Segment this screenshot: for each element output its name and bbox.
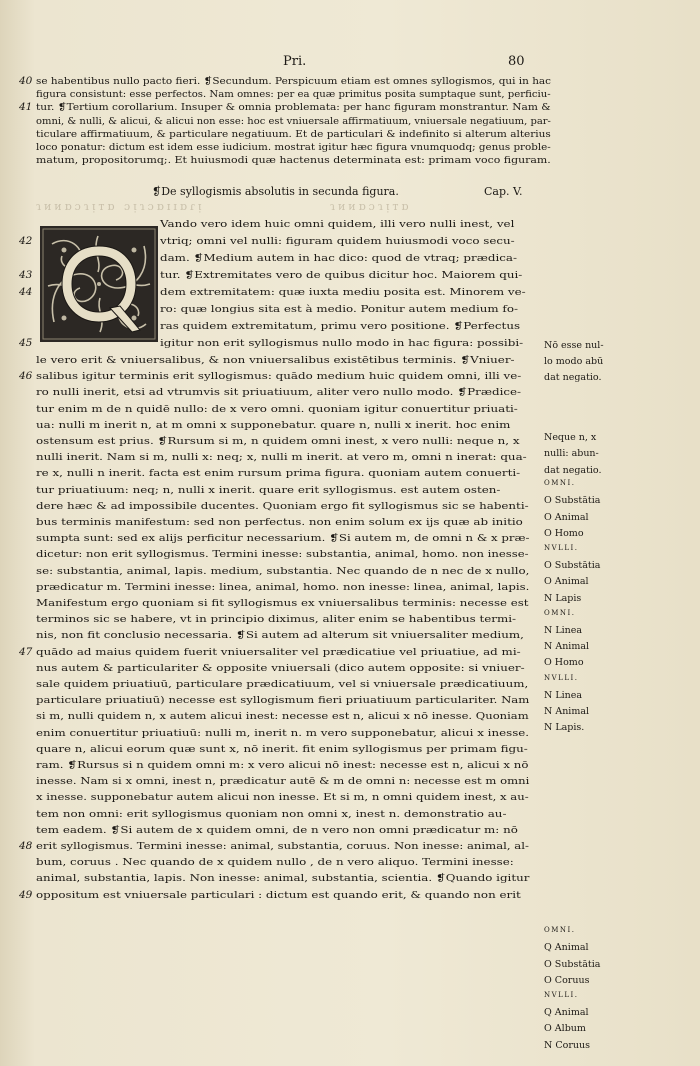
margin-note: N Linea	[544, 624, 583, 636]
margin-note: N Lapis	[544, 592, 582, 604]
margin-note: N Linea	[544, 689, 583, 701]
text-line: erit syllogismus. Termini inesse: animal, substantia, coruus. Non inesse: animal, al-	[36, 841, 529, 852]
text-line: ostensum est prius. ❡Rursum si m, n quidem omni inest, x vero nulli: neque n, x	[36, 436, 520, 447]
text-line: sumpta sunt: sed ex alijs perficitur necessarium. ❡Si autem m, de omni n & x præ-	[36, 533, 530, 545]
text-line: ro: quæ longius sita est à medio. Ponitur autem medium fo-	[160, 304, 518, 315]
text-line: nus autem & particulariter & opposite vniuersali (dico autem opposite: si vniuer-	[36, 662, 525, 674]
margin-note: lo modo abū	[544, 356, 604, 367]
text-line: Vando vero idem huic omni quidem, illi vero nulli inest, vel	[160, 219, 515, 230]
margin-note: dat negatio.	[544, 372, 602, 384]
margin-note: Q Animal	[544, 942, 589, 954]
text-line: tur. ❡Tertium corollarium. Insuper & omnia problemata: per hanc figuram monstrantur. Nam &	[36, 102, 551, 114]
text-line: nis, non fit conclusio necessaria. ❡Si autem ad alterum sit vniuersaliter medium,	[36, 630, 524, 642]
bleed-through-text: ɿᴎᴎɒɔɿᴉᴛɒ ɔᴉɿɔɒɪɪɒɾᴉ	[36, 200, 205, 213]
text-line: dicetur: non erit syllogismus. Termini inesse: substantia, animal, homo. non inesse-	[36, 549, 529, 561]
margin-note: Nō esse nul-	[544, 339, 604, 351]
text-line: particulare priuatiuū) necesse est syllogismum fieri priuatiuum particulariter. Nam	[36, 695, 530, 707]
margin-note: Neque n, x	[544, 432, 597, 444]
margin-note: OMNI.	[544, 926, 576, 935]
text-line: quādo ad maius quidem fuerit vniuersaliter vel prædicatiue vel priuatiue, ad mi-	[36, 646, 521, 658]
bleed-through-text: ɿᴎᴎɒɔɿᴉᴛɒ	[330, 200, 412, 213]
text-line: nulli inerit. Nam si m, nulli x: neq; x, nulli m inerit. at vero m, omni n inerat: qua-	[36, 452, 527, 464]
line-number: 47	[19, 645, 33, 658]
text-line: tem eadem. ❡Si autem de x quidem omni, de n vero non omni prædicatur m: nō	[36, 824, 518, 836]
text-line: dam. ❡Medium autem in hac dico: quod de vtraq; prædica-	[160, 253, 518, 264]
running-head: Pri.	[283, 54, 307, 69]
chapter-title: ❡De syllogismis absolutis in secunda figura.	[152, 185, 399, 198]
line-number: 46	[19, 370, 33, 383]
margin-note: NVLLI.	[544, 673, 579, 682]
text-line: quare n, alicui eorum quæ sunt x, nō inerit. fit enim syllogismus per primam figu-	[36, 743, 528, 755]
line-number: 42	[19, 235, 33, 247]
margin-note: O Homo	[544, 527, 584, 539]
line-number: 43	[19, 269, 33, 281]
text-line: prædicatur m. Termini inesse: linea, animal, homo. non inesse: linea, animal, lapis.	[36, 581, 530, 593]
text-line: tur enim m de n quidē nullo: de x vero omni. quoniam igitur conuertitur priuati-	[36, 403, 518, 415]
line-number: 45	[19, 337, 33, 349]
line-number: 49	[19, 888, 33, 901]
text-line: tur. ❡Extremitates vero de quibus dicitur hoc. Maiorem qui-	[160, 270, 523, 281]
text-line: bum, coruus . Nec quando de x quidem nullo , de n vero aliquo. Termini inesse:	[36, 857, 514, 869]
text-line: dem extremitatem: quæ iuxta mediu posita est. Minorem ve-	[160, 287, 526, 298]
text-line: ras quidem extremitatum, primu vero positione. ❡Perfectus	[160, 321, 521, 332]
text-line: ro nulli inerit, etsi ad vtrumvis sit priuatiuum, aliter vero nullo modo. ❡Prædice-	[36, 387, 522, 399]
text-line: se: substantia, animal, lapis. medium, substantia. Nec quando de n nec de x nullo,	[36, 565, 530, 577]
margin-note: O Animal	[544, 576, 589, 588]
text-line: enim conuertitur priuatiuū: nulli m, inerit n. m vero supponebatur, alicui x inesse.	[36, 727, 530, 739]
text-line: x inesse. supponebatur autem alicui non inesse. Et si m, n omni quidem inest, x au-	[36, 792, 529, 804]
margin-note: OMNI.	[544, 608, 576, 617]
text-line: se habentibus nullo pacto fieri. ❡Secundum. Perspicuum etiam est omnes syllogismos, qui in hac	[36, 76, 552, 87]
line-number: 48	[19, 840, 33, 852]
text-line: ram. ❡Rursus si n quidem omni m: x vero alicui nō inest: necesse est n, alicui x nō	[36, 760, 529, 771]
margin-note: nulli: abun-	[544, 448, 599, 460]
text-line: tur priuatiuum: neq; n, nulli x inerit. quare erit syllogismus. est autem osten-	[36, 484, 501, 496]
text-line: igitur non erit syllogismus nullo modo in hac figura: possibi-	[160, 338, 524, 349]
margin-note: N Coruus	[544, 1039, 590, 1051]
text-line: bus terminis manifestum: sed non perfectus. non enim solum ex ijs quæ ab initio	[36, 517, 523, 528]
text-line: figura consistunt: esse perfectos. Nam omnes: per ea quæ primitus posita sumptaque sunt, perficiu-	[36, 89, 551, 101]
margin-note: O Album	[544, 1023, 586, 1035]
folio-number: 80	[508, 54, 525, 69]
margin-note: O Substātia	[544, 560, 601, 572]
text-line: loco ponatur: dictum est idem esse iudicium. mostrat igitur hæc figura vnumquodq; genus proble-	[36, 142, 551, 153]
line-number: 41	[19, 101, 33, 114]
margin-note: NVLLI.	[544, 991, 579, 1000]
text-line: sale quidem priuatiuū, particulare prædicatiuum, vel si vniuersale prædicatiuum,	[36, 679, 529, 690]
text-line: inesse. Nam si x omni, inest n, prædicatur autē & m de omni n: necesse est m omni	[36, 776, 530, 788]
text-line: animal, substantia, lapis. Non inesse: animal, substantia, scientia. ❡Quando igitur	[36, 873, 530, 885]
text-line: tem non omni: erit syllogismus quoniam non omni x, inest n. demonstratio au-	[36, 808, 507, 820]
chapter-number: Cap. V.	[484, 185, 523, 198]
text-line: vtriq; omni vel nulli: figuram quidem huiusmodi voco secu-	[160, 236, 515, 247]
text-line: omni, & nulli, & alicui, & alicui non esse: hoc est vniuersale affirmatiuum, vniuersale negatiuum, par-	[36, 115, 551, 127]
text-line: ticulare affirmatiuum, & particulare negatiuum. Et de particulari & indefinito si alterum alterius	[36, 128, 551, 140]
text-line: oppositum est vniuersale particulari : dictum est quando erit, & quando non erit	[36, 889, 521, 901]
decorated-initial	[40, 226, 158, 342]
margin-note: dat negatio.	[544, 464, 602, 476]
margin-note: N Animal	[544, 705, 590, 717]
line-number: 40	[19, 75, 33, 87]
margin-note: OMNI.	[544, 479, 576, 488]
text-line: Manifestum ergo quoniam si fit syllogismus ex vniuersalibus terminis: necesse est	[36, 598, 529, 609]
margin-note: N Lapis.	[544, 722, 585, 734]
text-line: salibus igitur terminis erit syllogismus: quādo medium huic quidem omni, illi ve-	[36, 371, 522, 383]
text-line: re x, nulli n inerit. facta est enim rursum prima figura. quoniam autem conuerti-	[36, 468, 521, 480]
margin-note: O Animal	[544, 511, 589, 523]
margin-note: O Coruus	[544, 974, 590, 986]
margin-note: O Homo	[544, 657, 584, 669]
text-line: matum, propositorumq;. Et huiusmodi quæ hactenus determinata est: primam voco figuram.	[36, 155, 551, 167]
margin-note: O Substātia	[544, 495, 601, 507]
margin-note: NVLLI.	[544, 543, 579, 552]
margin-note: O Substātia	[544, 958, 601, 970]
text-line: terminos sic se habere, vt in principio diximus, aliter enim se habentibus termi-	[36, 614, 517, 626]
text-line: si m, nulli quidem n, x autem alicui inest: necesse est n, alicui x nō inesse. Quoniam	[36, 711, 529, 723]
text-line: ua: nulli m inerit n, at m omni x supponebatur. quare n, nulli x inerit. hoc enim	[36, 419, 511, 431]
line-number: 44	[19, 286, 33, 298]
text-line: dere hæc & ad impossibile ducentes. Quoniam ergo fit syllogismus sic se habenti-	[36, 500, 529, 512]
margin-note: Q Animal	[544, 1007, 589, 1019]
margin-note: N Animal	[544, 641, 590, 653]
text-line: le vero erit & vniuersalibus, & non vniuersalibus existētibus terminis. ❡Vniuer-	[36, 355, 515, 366]
